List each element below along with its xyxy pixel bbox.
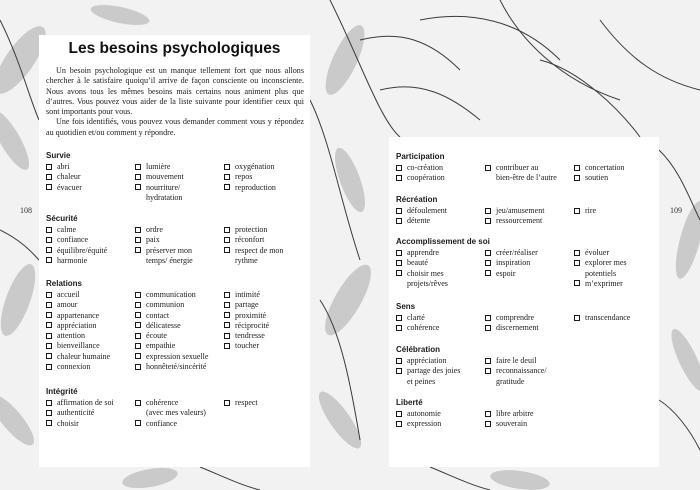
checklist-item-label: choisir — [57, 418, 79, 428]
checklist-item-label: confiance — [57, 235, 89, 245]
section-title: Participation — [396, 152, 445, 161]
checklist-item-label: lumière — [146, 162, 171, 171]
checklist-column — [46, 225, 135, 266]
checkbox[interactable] — [135, 237, 141, 243]
section-2 — [46, 279, 308, 372]
checklist-item-label: oxygénation — [235, 162, 275, 171]
checklist-item[interactable] — [46, 300, 135, 310]
checklist-item-label: communion — [146, 300, 185, 310]
checkbox[interactable] — [46, 400, 52, 406]
checkbox[interactable] — [46, 322, 52, 328]
checklist-item[interactable] — [224, 321, 308, 331]
checklist-item-label: rire — [585, 206, 597, 215]
checklist-item[interactable] — [224, 162, 308, 172]
checklist-item-label: partage des joies et peines — [407, 366, 461, 386]
checkbox[interactable] — [485, 325, 491, 331]
checklist-item-label: concertation — [585, 163, 625, 172]
checklist-item[interactable] — [135, 183, 224, 204]
checkbox[interactable] — [224, 322, 230, 328]
checkbox[interactable] — [396, 421, 402, 427]
checklist-item[interactable] — [485, 269, 574, 279]
checklist-item[interactable] — [135, 321, 224, 331]
checklist-item-label: ordre — [146, 225, 163, 234]
checklist-item-label: discernement — [496, 323, 539, 333]
checkbox[interactable] — [135, 312, 141, 318]
checklist-column — [485, 206, 574, 227]
checklist-item-label: contact — [146, 310, 170, 320]
checklist-item-label: calme — [57, 225, 77, 234]
checklist-item[interactable] — [485, 366, 574, 387]
checklist-item-label: clarté — [407, 313, 425, 322]
checklist-item[interactable] — [46, 331, 135, 341]
checkbox[interactable] — [574, 208, 580, 214]
checkbox[interactable] — [485, 250, 491, 256]
checklist-column — [224, 225, 308, 266]
checklist-item-label: paix — [146, 235, 160, 245]
checklist-item[interactable] — [396, 419, 485, 429]
section-5 — [396, 195, 658, 227]
checklist-item-label: libre arbitre — [496, 409, 534, 418]
checklist-item[interactable] — [46, 246, 135, 256]
checklist-item[interactable] — [46, 235, 135, 245]
checklist-column — [135, 162, 224, 203]
checklist-item[interactable] — [396, 173, 485, 183]
checklist-item[interactable] — [46, 362, 135, 372]
checklist-item[interactable] — [485, 419, 574, 429]
checklist-item-label: proximité — [235, 310, 267, 320]
checklist-column — [485, 163, 574, 184]
checklist-item-label: respect — [235, 398, 258, 407]
checklist-column — [46, 162, 135, 203]
checkbox[interactable] — [396, 325, 402, 331]
checkbox[interactable] — [135, 420, 141, 426]
checklist-item[interactable] — [485, 409, 574, 419]
checklist-item-label: comprendre — [496, 313, 535, 322]
checkbox[interactable] — [485, 208, 491, 214]
checklist-item[interactable] — [135, 235, 224, 245]
checkbox[interactable] — [46, 364, 52, 370]
checklist-column — [396, 313, 485, 334]
checklist-item[interactable] — [224, 172, 308, 182]
checklist-column — [396, 409, 485, 430]
checklist-column — [224, 290, 308, 372]
checklist-item-label: préserver mon temps/ énergie — [146, 245, 193, 265]
right-page-panel — [389, 137, 659, 467]
checklist-item-label: connexion — [57, 362, 91, 372]
checklist-item-label: autonomie — [407, 409, 441, 418]
checklist-item-label: reproduction — [235, 182, 276, 192]
checklist-item-label: apprendre — [407, 248, 439, 257]
checklist-item[interactable] — [46, 290, 135, 300]
checklist-item-label: tendresse — [235, 331, 265, 341]
section-1 — [46, 214, 308, 266]
checklist-column — [574, 248, 658, 289]
checkbox[interactable] — [224, 237, 230, 243]
checklist-item[interactable] — [396, 356, 485, 366]
checkbox[interactable] — [224, 343, 230, 349]
checkbox[interactable] — [224, 164, 230, 170]
checkbox[interactable] — [46, 257, 52, 263]
checklist-item[interactable] — [224, 235, 308, 245]
checkbox[interactable] — [135, 333, 141, 339]
checkbox[interactable] — [485, 165, 491, 171]
checklist-column — [46, 290, 135, 372]
checklist-item-label: choisir mes projets/rêves — [407, 268, 448, 288]
checklist-item[interactable] — [396, 216, 485, 226]
checkbox[interactable] — [135, 343, 141, 349]
checkbox[interactable] — [46, 410, 52, 416]
checklist-item[interactable] — [135, 362, 224, 372]
checkbox[interactable] — [135, 164, 141, 170]
checkbox[interactable] — [46, 333, 52, 339]
checklist-item[interactable] — [46, 398, 135, 408]
checkbox[interactable] — [135, 302, 141, 308]
checklist-column — [224, 398, 308, 429]
checklist-item[interactable] — [224, 311, 308, 321]
checklist-item-label: communication — [146, 290, 196, 299]
checkbox[interactable] — [135, 174, 141, 180]
checklist-item[interactable] — [396, 366, 485, 387]
section-title: Sécurité — [46, 214, 78, 223]
checklist-item-label: jeu/amusement — [496, 206, 545, 215]
checklist-item[interactable] — [224, 183, 308, 193]
checklist-item-label: évoluer — [585, 248, 609, 257]
checkbox[interactable] — [46, 164, 52, 170]
checklist-item-label: écoute — [146, 331, 167, 341]
checklist-item[interactable] — [135, 341, 224, 351]
checkbox[interactable] — [485, 260, 491, 266]
checklist-item[interactable] — [485, 313, 574, 323]
checklist-item[interactable] — [135, 331, 224, 341]
checklist-item[interactable] — [135, 246, 224, 267]
checkbox[interactable] — [396, 218, 402, 224]
checklist-item[interactable] — [135, 225, 224, 235]
checklist-item-label: nourriture/ hydratation — [146, 182, 183, 202]
checklist-item[interactable] — [574, 279, 658, 289]
checklist-item-label: appartenance — [57, 310, 100, 320]
page-number-right: 109 — [670, 206, 682, 215]
section-6 — [396, 237, 658, 289]
checklist-item-label: harmonie — [57, 255, 88, 265]
checklist-column — [574, 409, 658, 430]
checklist-item[interactable] — [135, 162, 224, 172]
checklist-column — [135, 290, 224, 372]
checklist-item-label: chaleur — [57, 172, 81, 182]
checklist-item-label: équilibre/équité — [57, 245, 108, 255]
checkbox[interactable] — [574, 165, 580, 171]
checkbox[interactable] — [396, 358, 402, 364]
checklist-item-label: affirmation de soi — [57, 398, 114, 407]
checkbox[interactable] — [46, 420, 52, 426]
section-title: Survie — [46, 151, 71, 160]
checklist-column — [224, 162, 308, 203]
checklist-item[interactable] — [46, 183, 135, 193]
checklist-item[interactable] — [224, 331, 308, 341]
checklist-column — [574, 163, 658, 184]
checkbox[interactable] — [224, 312, 230, 318]
checklist-item[interactable] — [485, 258, 574, 268]
checklist-column — [396, 248, 485, 289]
checklist-item[interactable] — [396, 258, 485, 268]
checkbox[interactable] — [224, 174, 230, 180]
checklist-column — [485, 248, 574, 289]
checklist-item-label: expression — [407, 419, 442, 429]
checkbox[interactable] — [224, 302, 230, 308]
checklist-item-label: repos — [235, 172, 253, 182]
checklist-item-label: partage — [235, 300, 259, 310]
checklist-item-label: contribuer au bien-être de l’autre — [496, 163, 557, 183]
checklist-item-label: reconnaissance/ gratitude — [496, 366, 547, 386]
checklist-item-label: explorer mes potentiels — [585, 258, 627, 278]
checklist-item-label: défoulement — [407, 206, 447, 215]
checklist-column — [46, 398, 135, 429]
checklist-item[interactable] — [224, 246, 308, 267]
checklist-column — [135, 398, 224, 429]
checklist-item[interactable] — [574, 248, 658, 258]
checklist-item-label: honnêteté/sincérité — [146, 362, 207, 372]
section-title: Liberté — [396, 398, 423, 407]
checkbox[interactable] — [396, 260, 402, 266]
checkbox[interactable] — [46, 237, 52, 243]
checklist-item-label: expression sexuelle — [146, 351, 209, 361]
page-number-left: 108 — [20, 206, 32, 215]
checklist-item[interactable] — [396, 206, 485, 216]
checklist-item-label: créer/réaliser — [496, 248, 538, 257]
checklist-item[interactable] — [46, 341, 135, 351]
checkbox[interactable] — [485, 421, 491, 427]
checkbox[interactable] — [574, 280, 580, 286]
checklist-item-label: chaleur humaine — [57, 351, 111, 361]
checklist-column — [396, 356, 485, 387]
checkbox[interactable] — [135, 400, 141, 406]
checklist-item[interactable] — [224, 225, 308, 235]
section-3 — [46, 387, 308, 429]
checklist-item-label: délicatesse — [146, 320, 181, 330]
checklist-item-label: bienveillance — [57, 341, 100, 351]
checklist-item[interactable] — [396, 323, 485, 333]
checklist-item-label: abri — [57, 162, 70, 171]
checkbox[interactable] — [396, 250, 402, 256]
section-7 — [396, 302, 658, 334]
checklist-item[interactable] — [485, 206, 574, 216]
checklist-item[interactable] — [224, 300, 308, 310]
checklist-item[interactable] — [135, 300, 224, 310]
checkbox[interactable] — [396, 165, 402, 171]
checklist-item-label: empathie — [146, 341, 176, 351]
section-title: Célébration — [396, 345, 441, 354]
checklist-item-label: beauté — [407, 258, 428, 268]
checklist-item-label: authenticité — [57, 408, 95, 418]
checklist-item-label: protection — [235, 225, 268, 234]
checklist-item-label: espoir — [496, 268, 516, 278]
checkbox[interactable] — [485, 368, 491, 374]
checklist-item[interactable] — [485, 323, 574, 333]
checklist-item[interactable] — [574, 313, 658, 323]
checklist-item-label: réciprocité — [235, 320, 270, 330]
section-0 — [46, 151, 308, 203]
checklist-item[interactable] — [46, 321, 135, 331]
checkbox[interactable] — [135, 322, 141, 328]
section-title: Récréation — [396, 195, 438, 204]
checklist-item-label: appréciation — [407, 356, 447, 365]
checklist-item[interactable] — [46, 352, 135, 362]
checkbox[interactable] — [574, 315, 580, 321]
checklist-item[interactable] — [224, 398, 308, 408]
checkbox[interactable] — [574, 250, 580, 256]
checkbox[interactable] — [224, 292, 230, 298]
checklist-item-label: cohérence (avec mes valeurs) — [146, 398, 206, 418]
checklist-item[interactable] — [135, 419, 224, 429]
checkbox[interactable] — [135, 364, 141, 370]
checklist-item-label: accueil — [57, 290, 80, 299]
checklist-item-label: appréciation — [57, 320, 97, 330]
checkbox[interactable] — [485, 218, 491, 224]
section-4 — [396, 152, 658, 184]
checkbox[interactable] — [135, 247, 141, 253]
section-9 — [396, 398, 658, 430]
checkbox[interactable] — [46, 312, 52, 318]
checklist-item[interactable] — [46, 419, 135, 429]
checklist-item-label: toucher — [235, 341, 259, 351]
checkbox[interactable] — [485, 411, 491, 417]
left-page-panel — [39, 35, 310, 467]
checklist-item[interactable] — [135, 290, 224, 300]
checklist-item-label: amour — [57, 300, 78, 310]
checkbox[interactable] — [46, 227, 52, 233]
checklist-item-label: faire le deuil — [496, 356, 537, 365]
checkbox[interactable] — [46, 343, 52, 349]
checkbox[interactable] — [135, 353, 141, 359]
checkbox[interactable] — [46, 292, 52, 298]
checkbox[interactable] — [574, 260, 580, 266]
checklist-item[interactable] — [135, 172, 224, 182]
checklist-item-label: confiance — [146, 418, 178, 428]
checklist-item[interactable] — [485, 216, 574, 226]
section-title: Relations — [46, 279, 83, 288]
intro-paragraph: Un besoin psychologique est un manque tellement fort que nous allons chercher à le satisfaire quoiqu’il arrive de façon consciente ou inconsciente. Nous avons tous les mêmes besoins mais certains nous animent plus que d’autres. Vous pouvez vous aider de la liste suivante pour identifier ceux qui sont importants pour vous. — [46, 66, 304, 117]
checklist-item[interactable] — [485, 163, 574, 184]
checklist-item-label: mouvement — [146, 172, 184, 182]
checkbox[interactable] — [396, 175, 402, 181]
section-8 — [396, 345, 658, 387]
checklist-column — [135, 225, 224, 266]
checkbox[interactable] — [396, 315, 402, 321]
page-title: Les besoins psychologiques — [68, 40, 281, 57]
checklist-item-label: respect de mon rythme — [235, 245, 284, 265]
checklist-item[interactable] — [396, 163, 485, 173]
checklist-item-label: cohérence — [407, 323, 440, 333]
checklist-item[interactable] — [135, 352, 224, 362]
checklist-item-label: évacuer — [57, 182, 82, 192]
checklist-item[interactable] — [485, 248, 574, 258]
checklist-item[interactable] — [135, 311, 224, 321]
checklist-column — [396, 206, 485, 227]
checklist-item[interactable] — [46, 408, 135, 418]
checklist-item[interactable] — [574, 206, 658, 216]
checkbox[interactable] — [396, 368, 402, 374]
checkbox[interactable] — [224, 247, 230, 253]
checkbox[interactable] — [396, 208, 402, 214]
checklist-item-label: détente — [407, 216, 431, 226]
checkbox[interactable] — [485, 358, 491, 364]
checklist-item-label: attention — [57, 331, 85, 341]
checklist-item-label: coopération — [407, 173, 445, 183]
checkbox[interactable] — [224, 227, 230, 233]
checklist-item-label: m’exprimer — [585, 278, 623, 288]
checkbox[interactable] — [135, 227, 141, 233]
checkbox[interactable] — [46, 174, 52, 180]
checklist-column — [485, 409, 574, 430]
checkbox[interactable] — [46, 302, 52, 308]
checkbox[interactable] — [574, 175, 580, 181]
checklist-item[interactable] — [46, 172, 135, 182]
checklist-item-label: ressourcement — [496, 216, 543, 226]
checklist-item-label: réconfort — [235, 235, 265, 245]
checkbox[interactable] — [396, 270, 402, 276]
checkbox[interactable] — [224, 400, 230, 406]
checklist-item[interactable] — [46, 162, 135, 172]
checklist-column — [396, 163, 485, 184]
checkbox[interactable] — [46, 353, 52, 359]
checklist-item[interactable] — [224, 290, 308, 300]
checklist-column — [485, 356, 574, 387]
checkbox[interactable] — [396, 411, 402, 417]
section-title: Sens — [396, 302, 416, 311]
checkbox[interactable] — [224, 333, 230, 339]
checklist-item-label: inspiration — [496, 258, 531, 268]
checklist-item[interactable] — [574, 163, 658, 173]
section-title: Accomplissement de soi — [396, 237, 490, 246]
checkbox[interactable] — [46, 184, 52, 190]
intro-paragraph: Une fois identifiés, vous pouvez vous demander comment vous y répondez au quotidien et/ou comment y répondre. — [46, 117, 304, 137]
checklist-item[interactable] — [574, 173, 658, 183]
checklist-item[interactable] — [46, 256, 135, 266]
checklist-item[interactable] — [46, 225, 135, 235]
checkbox[interactable] — [224, 184, 230, 190]
checklist-item-label: souverain — [496, 419, 528, 429]
checklist-item[interactable] — [485, 356, 574, 366]
checkbox[interactable] — [135, 292, 141, 298]
checklist-item[interactable] — [396, 269, 485, 290]
checklist-item[interactable] — [574, 258, 658, 279]
checklist-column — [574, 356, 658, 387]
checklist-item-label: transcendance — [585, 313, 631, 322]
checklist-item[interactable] — [396, 409, 485, 419]
checkbox[interactable] — [485, 270, 491, 276]
checklist-item-label: co-création — [407, 163, 443, 172]
checklist-item-label: soutien — [585, 173, 609, 183]
checklist-column — [485, 313, 574, 334]
checkbox[interactable] — [135, 184, 141, 190]
section-title: Intégrité — [46, 387, 78, 396]
checklist-item[interactable] — [396, 248, 485, 258]
checkbox[interactable] — [485, 315, 491, 321]
checklist-item[interactable] — [224, 341, 308, 351]
checklist-column — [574, 313, 658, 334]
checklist-item[interactable] — [396, 313, 485, 323]
intro-text — [46, 66, 304, 138]
checkbox[interactable] — [46, 247, 52, 253]
checklist-item-label: intimité — [235, 290, 260, 299]
checklist-item[interactable] — [46, 311, 135, 321]
checklist-column — [574, 206, 658, 227]
checklist-item[interactable] — [135, 398, 224, 419]
